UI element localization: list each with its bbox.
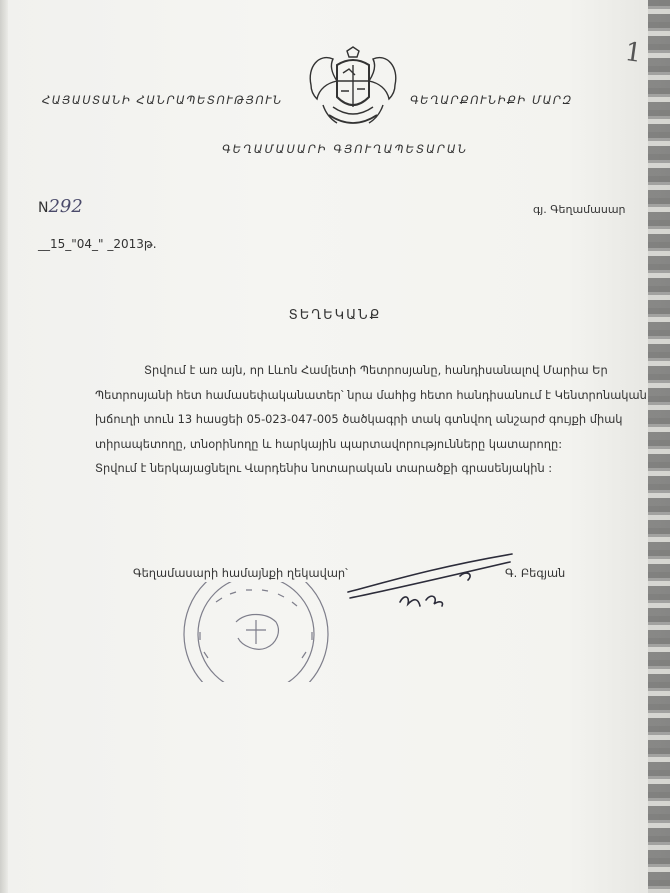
header-country: ՀԱՅԱՍՏԱՆԻ ՀԱՆՐԱՊԵՏՈՒԹՅՈՒՆ <box>42 93 283 107</box>
signatory-name: Գ. Բեգյան <box>505 566 566 580</box>
issue-date: __15_"04_" _2013թ. <box>38 237 157 251</box>
body-line: Տրվում է ներկայացնելու Վարդենիս նոտարական տարածքի գրասենյակին : <box>95 461 553 475</box>
issue-place: գյ. Գեղամասար <box>533 203 626 216</box>
handwritten-signature <box>340 540 520 610</box>
body-line: խճուղի տուն 13 հասցեի 05-023-047-005 ծածկագրի տակ գտնվող անշարժ գույքի միակ <box>95 412 623 426</box>
coat-of-arms-icon <box>303 45 403 137</box>
paper-left-edge <box>0 0 8 893</box>
document-body <box>95 358 655 481</box>
signatory-role: Գեղամասարի համայնքի ղեկավար՝ <box>133 566 348 580</box>
official-stamp <box>176 582 336 682</box>
number-value: 292 <box>48 196 83 217</box>
number-prefix: N <box>38 200 49 216</box>
document-number <box>38 196 83 217</box>
header-office: ԳԵՂԱՄԱՍԱՐԻ ԳՅՈՒՂԱՊԵՏԱՐԱՆ <box>222 142 469 156</box>
body-line: Պետրոսյանի հետ համասեփականատեր՝ նրա մահից հետո հանդիսանում է Կենտրոնական <box>95 387 647 402</box>
margin-handwritten-mark: 1 <box>623 36 645 70</box>
document-title: ՏԵՂԵԿԱՆՔ <box>288 308 382 323</box>
body-line: Տրվում է առ այն, որ Լևոն Համլետի Պետրոսյանը, հանդիսանալով Մարիա Եր <box>144 363 608 377</box>
header-region: ԳԵՂԱՐՔՈՒՆԻՔԻ ՄԱՐԶ <box>410 93 573 107</box>
body-line: տիրապետողը, տնօրինողը և հարկային պարտավորությունները կատարողը: <box>95 436 563 451</box>
